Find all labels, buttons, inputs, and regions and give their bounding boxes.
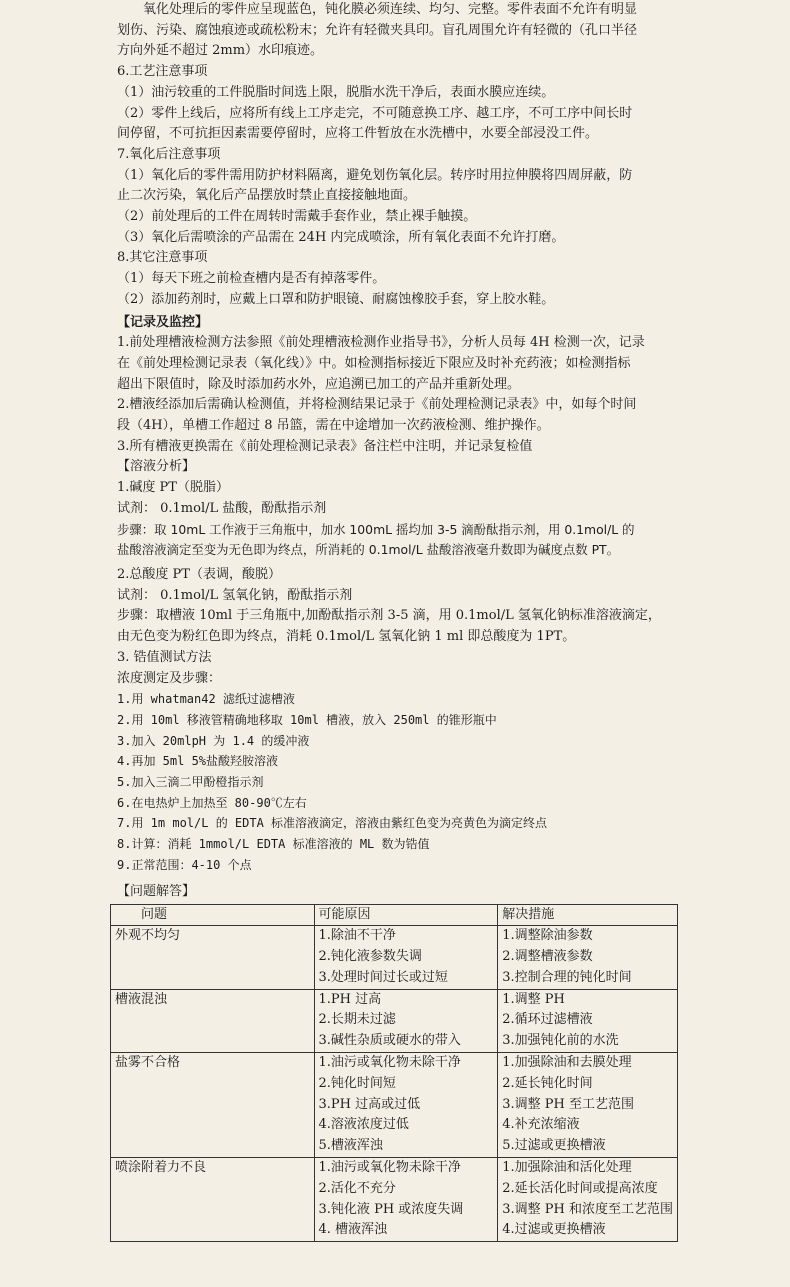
acidity-step: 由无色变为粉红色即为终点，消耗 0.1mol/L 氢氧化钠 1 ml 即总酸度为 1PT。: [117, 629, 576, 645]
qa-table: [110, 904, 678, 1242]
zirconium-step: 5.加入三滴二甲酚橙指示剂: [117, 775, 264, 790]
fixes-cell: [498, 1158, 678, 1242]
fix-item: 2.延长活化时间或提高浓度: [502, 1180, 658, 1196]
causes-cell: [314, 926, 498, 989]
cause-item: 1.PH 过高: [318, 991, 382, 1007]
zirconium-subtitle: 浓度测定及步骤：: [117, 670, 222, 686]
section-solution-analysis: [117, 457, 680, 875]
cause-item: 2.长期未过滤: [318, 1012, 396, 1028]
note-item: （1）油污较重的工件脱脂时间选上限，脱脂水洗干净后，表面水膜应连续。: [117, 84, 555, 100]
cause-item: 3.PH 过高或过低: [318, 1096, 421, 1112]
problem-cell: [111, 1158, 315, 1242]
record-line: 2.槽液经添加后需确认检测值，并将检测结果记录于《前处理检测记录表》中，如每个时间: [117, 397, 637, 413]
note-item: （2）零件上线后，应将所有线上工序走完，不可随意换工序、越工序，不可工序中间长时: [117, 105, 633, 121]
intro-line: 划伤、污染、腐蚀痕迹或疏松粉末；允许有轻微夹具印。盲孔周围允许有轻微的（孔口半径: [117, 22, 638, 38]
fix-item: 4.补充浓缩液: [502, 1117, 580, 1133]
table-row: [111, 1158, 678, 1242]
problem-text: 槽液混浊: [115, 991, 168, 1007]
cause-item: 3.碱性杂质或硬水的带入: [318, 1033, 461, 1049]
cause-item: 2.钝化时间短: [318, 1075, 396, 1091]
intro-line: 方向外延不超过 2mm）水印痕迹。: [117, 43, 324, 59]
note-item: （1）每天下班之前检查槽内是否有掉落零件。: [117, 271, 386, 287]
causes-cell: [314, 1053, 498, 1158]
fixes-cell: [498, 926, 678, 989]
column-header: 解决措施: [498, 905, 678, 926]
cause-item: 2.钝化液参数失调: [318, 949, 422, 965]
cause-item: 3.钝化液 PH 或浓度失调: [318, 1201, 464, 1217]
record-line: 在《前处理检测记录表（氧化线）》中。如检测指标接近下限应及时补充药液；如检测指标: [117, 355, 631, 371]
fix-item: 5.过滤或更换槽液: [502, 1138, 606, 1154]
acidity-title: 2.总酸度 PT（表调，酸脱）: [117, 566, 281, 582]
problem-text: 外观不均匀: [115, 928, 181, 944]
alkalinity-title: 1.碱度 PT（脱脂）: [117, 480, 229, 496]
note-item: （3）氧化后需喷涂的产品需在 24H 内完成喷涂，所有氧化表面不允许打磨。: [117, 229, 565, 245]
acidity-reagent: 试剂： 0.1mol/L 氢氧化钠，酚酞指示剂: [117, 587, 353, 603]
note-item: 间停留，不可抗拒因素需要停留时，应将工件暂放在水洗槽中，水要全部浸没工件。: [117, 126, 599, 142]
alkalinity-step: 盐酸溶液滴定至变为无色即为终点，所消耗的 0.1mol/L 盐酸溶液毫升数即为碱度点数 PT。: [117, 542, 620, 558]
zirconium-step: 1.用 whatman42 滤纸过滤槽液: [117, 692, 295, 707]
zirconium-title: 3. 锆值测试方法: [117, 649, 212, 665]
intro-line: 氧化处理后的零件应呈现蓝色，钝化膜必须连续、均匀、完整。零件表面不允许有明显: [143, 2, 638, 17]
zirconium-step: 6.在电热炉上加热至 80-90℃左右: [117, 795, 307, 810]
zirconium-step: 9.正常范围：4-10 个点: [117, 857, 252, 872]
fix-item: 1.加强除油和去膜处理: [502, 1055, 632, 1071]
fix-item: 1.调整 PH: [502, 991, 565, 1007]
cause-item: 1.除油不干净: [318, 928, 396, 944]
fix-item: 2.循环过滤槽液: [502, 1012, 593, 1028]
fix-item: 3.控制合理的钝化时间: [502, 969, 632, 985]
section-heading: 6.工艺注意事项: [117, 64, 208, 80]
fix-item: 3.调整 PH 至工艺范围: [502, 1096, 634, 1112]
acidity-step: 步骤：取槽液 10ml 于三角瓶中,加酚酞指示剂 3-5 滴，用 0.1mol/L 氢氧化钠标准溶液滴定，: [117, 608, 661, 624]
fix-item: 3.调整 PH 和浓度至工艺范围: [502, 1201, 673, 1217]
fixes-cell: [498, 1053, 678, 1158]
record-line: 段（4H），单槽工作超过 8 吊篮，需在中途增加一次药液检测、维护操作。: [117, 418, 550, 434]
cause-item: 4. 槽液浑浊: [318, 1222, 388, 1238]
section-records: [117, 311, 680, 458]
problem-text: 盐雾不合格: [115, 1055, 181, 1071]
record-line: 超出下限值时，除及时添加药水外，应追溯已加工的产品并重新处理。: [117, 376, 521, 392]
cause-item: 5.槽液浑浊: [318, 1138, 383, 1154]
fix-item: 1.加强除油和活化处理: [502, 1160, 632, 1175]
problem-text: 喷涂附着力不良: [115, 1160, 207, 1175]
table-row: [111, 989, 678, 1052]
fix-item: 4.过滤或更换槽液: [502, 1222, 606, 1238]
causes-cell: [314, 1158, 498, 1242]
zirconium-step: 8.计算：消耗 1mmol/L EDTA 标准溶液的 ML 数为锆值: [117, 837, 430, 852]
alkalinity-reagent: 试剂： 0.1mol/L 盐酸，酚酞指示剂: [117, 500, 327, 516]
zirconium-step: 2.用 10ml 移液管精确地移取 10ml 槽液，放入 250ml 的锥形瓶中: [117, 712, 497, 727]
section-post-oxidation-notes: [117, 145, 680, 249]
intro-paragraph: [117, 0, 680, 62]
fix-item: 1.调整除油参数: [502, 928, 593, 944]
cause-item: 1.油污或氧化物未除干净: [318, 1160, 461, 1175]
cause-item: 2.活化不充分: [318, 1180, 396, 1196]
fix-item: 2.调整槽液参数: [502, 949, 593, 965]
cause-item: 4.溶液浓度过低: [318, 1117, 409, 1133]
record-line: 3.所有槽液更换需在《前处理检测记录表》备注栏中注明，并记录复检值: [117, 438, 533, 454]
section-heading: 【溶液分析】: [117, 459, 196, 475]
section-heading: 8.其它注意事项: [117, 250, 208, 266]
fixes-cell: [498, 989, 678, 1052]
section-process-notes: [117, 62, 680, 145]
causes-cell: [314, 989, 498, 1052]
fix-item: 2.延长钝化时间: [502, 1075, 593, 1091]
alkalinity-step: 步骤：取 10mL 工作液于三角瓶中，加水 100mL 摇均加 3-5 滴酚酞指示剂，用 0.1mol/L 的: [117, 521, 635, 537]
fix-item: 3.加强钝化前的水洗: [502, 1033, 619, 1049]
note-item: （2）添加药剂时，应戴上口罩和防护眼镜、耐腐蚀橡胶手套，穿上胶水鞋。: [117, 291, 555, 307]
table-header-row: [111, 905, 678, 926]
note-item: （2）前处理后的工件在周转时需戴手套作业，禁止裸手触摸。: [117, 209, 477, 225]
section-qa: [117, 882, 680, 1243]
section-heading: 【记录及监控】: [117, 314, 209, 330]
note-item: （1）氧化后的零件需用防护材料隔离，避免划伤氧化层。转序时用拉伸膜将四周屏蔽，防: [117, 167, 633, 183]
note-item: 止二次污染，氧化后产品摆放时禁止直接接触地面。: [117, 188, 417, 204]
column-header: 问题: [111, 905, 315, 926]
table-row: [111, 1053, 678, 1158]
section-heading: 【问题解答】: [117, 883, 196, 899]
cause-item: 3.处理时间过长或过短: [318, 969, 448, 985]
problem-cell: [111, 1053, 315, 1158]
section-other-notes: [117, 248, 680, 310]
zirconium-step: 7.用 1m mol/L 的 EDTA 标准溶液滴定，溶液由紫红色变为亮黄色为滴定终点: [117, 816, 548, 831]
zirconium-step: 3.加入 20mlpH 为 1.4 的缓冲液: [117, 733, 310, 748]
table-row: [111, 926, 678, 989]
section-heading: 7.氧化后注意事项: [117, 146, 221, 162]
zirconium-step: 4.再加 5ml 5%盐酸羟胺溶液: [117, 754, 279, 769]
problem-cell: [111, 926, 315, 989]
column-header: 可能原因: [314, 905, 498, 926]
record-line: 1.前处理槽液检测方法参照《前处理槽液检测作业指导书》，分析人员每 4H 检测一次，记录: [117, 335, 645, 351]
problem-cell: [111, 989, 315, 1052]
cause-item: 1.油污或氧化物未除干净: [318, 1055, 461, 1071]
